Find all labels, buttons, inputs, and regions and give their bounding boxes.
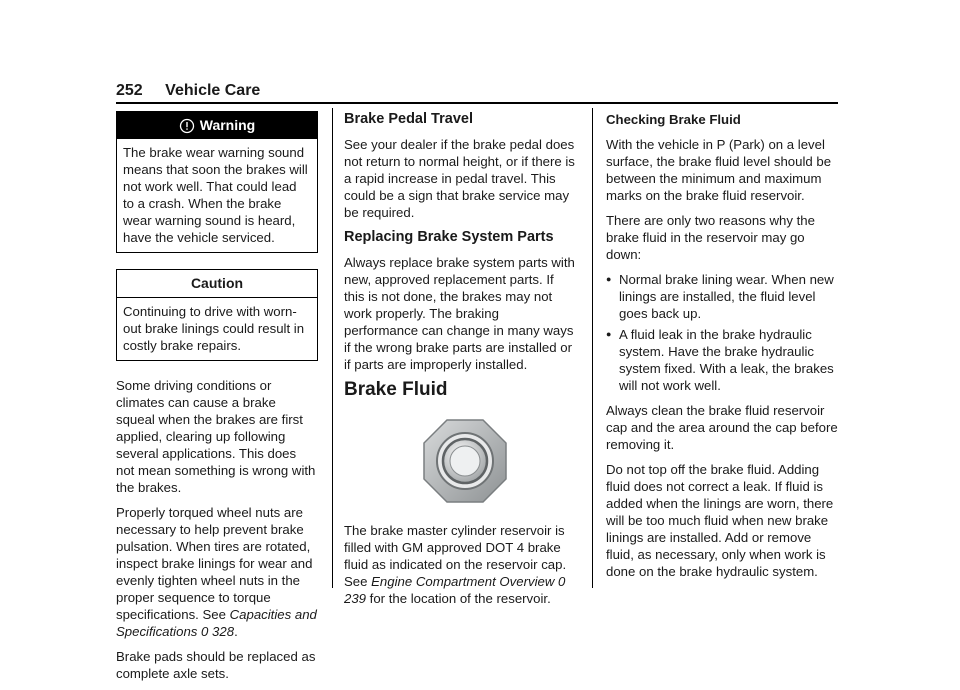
column-divider [332, 108, 333, 588]
caution-box [116, 269, 318, 361]
paragraph-text: Properly torqued wheel nuts are necessary to help prevent brake pulsation. When tires are rotated, inspect brake linings for wear and evenly tighten wheel nuts in the proper sequence to torque specifications. See [116, 505, 313, 622]
warning-title: Warning [199, 117, 256, 133]
brake-fluid-cap-icon [422, 418, 576, 508]
paragraph: Always replace brake system parts with new, approved replacement parts. If this is not done, the brakes may not work properly. The braking performance can change in many ways if the wrong brake parts are installed or if parts are improperly installed. [344, 255, 575, 372]
warning-triangle-icon [179, 118, 195, 134]
caution-text: Continuing to drive with worn-out brake linings could result in costly brake repairs. [123, 304, 305, 353]
heading-replacing-parts: Replacing Brake System Parts [344, 229, 554, 245]
paragraph-text: The brake master cylinder reservoir is filled with GM approved DOT 4 brake fluid as indicated on the reservoir cap. See [344, 523, 567, 589]
cross-reference-link[interactable]: Engine Compartment Overview [371, 574, 555, 589]
paragraph: With the vehicle in P (Park) on a level surface, the brake fluid level should be between the minimum and maximum marks on the brake fluid reservoir. [606, 137, 832, 203]
warning-box [116, 111, 318, 253]
heading-brake-pedal-travel: Brake Pedal Travel [344, 111, 473, 127]
paragraph: See your dealer if the brake pedal does not return to normal height, or if there is a rapid increase in pedal travel. This could be a sign that brake service may be required. [344, 137, 575, 220]
column-right [606, 111, 842, 588]
warning-text: The brake wear warning sound means that soon the brakes will not work well. That could lead to a crash. When the brake wear warning sound is heard, have the vehicle serviced. [123, 145, 308, 245]
paragraph: Always clean the brake fluid reservoir cap and the area around the cap before removing it. [606, 403, 838, 452]
subheading-checking-fluid: Checking Brake Fluid [606, 112, 741, 127]
paragraph: There are only two reasons why the brake fluid in the reservoir may go down: [606, 213, 815, 262]
column-divider [592, 108, 593, 588]
list-item: ● A fluid leak in the brake hydraulic system. Have the brake hydraulic system fixed. With a leak, the brakes will not work well. [606, 326, 842, 394]
page-reference[interactable]: 0 328 [201, 624, 235, 639]
paragraph-text: for the location of the reservoir. [366, 591, 551, 606]
column-left [116, 111, 318, 690]
section-title: Vehicle Care [165, 82, 261, 99]
paragraph: Do not top off the brake fluid. Adding fluid does not correct a leak. If fluid is added when the linings are worn, there will be too much fluid when new brake linings are installed. Add or remove fluid, as necessary, only when work is done on the brake hydraulic system. [606, 462, 834, 579]
paragraph: Some driving conditions or climates can cause a brake squeal when the brakes are first applied, clearing up following several applications. This does not mean something is wrong with the brakes. [116, 378, 316, 495]
header-rule [116, 102, 838, 104]
column-middle [344, 111, 576, 615]
list-item: ● Normal brake lining wear. When new linings are installed, the fluid level goes back up. [606, 271, 842, 322]
cross-reference-link[interactable]: Capacities and Specifications [116, 607, 317, 639]
caution-title: Caution [117, 270, 317, 298]
paragraph: Brake pads should be replaced as complete axle sets. [116, 649, 316, 681]
warning-header [117, 112, 317, 139]
heading-brake-fluid: Brake Fluid [344, 379, 448, 400]
paragraph [344, 522, 576, 607]
paragraph: Properly torqued wheel nuts are necessary to help prevent brake pulsation. When tires are rotated, inspect brake linings for wear and evenly tighten wheel nuts in the proper sequence to torque specifications. See Capacities and Specifications 0 328. [116, 505, 317, 639]
page-number: 252 [116, 82, 143, 99]
page-header [116, 82, 260, 100]
page-reference[interactable]: 0 239 [344, 574, 566, 606]
